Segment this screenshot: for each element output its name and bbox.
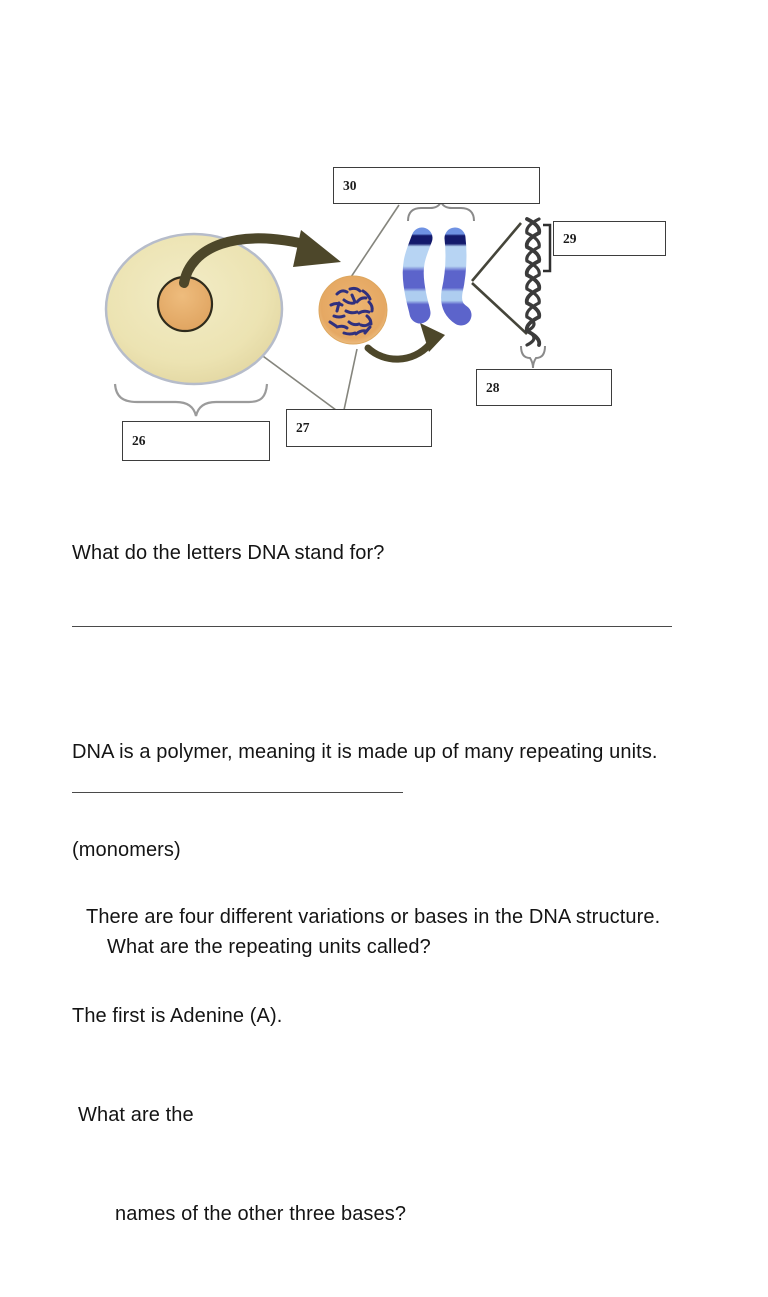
answer-box-28-number: 28	[486, 379, 500, 395]
answer-box-29[interactable]	[553, 221, 666, 256]
polymer-statement-line1: DNA is a polymer, meaning it is made up of many repeating units.	[72, 741, 658, 763]
question-repeating-units: What are the repeating units called?	[107, 936, 431, 958]
helix-brace	[521, 346, 545, 368]
answer-box-28[interactable]	[476, 369, 612, 406]
question-other-bases-line1: What are the	[78, 1104, 194, 1126]
connector-chromatin-to-box27	[344, 349, 357, 410]
question-bases-block	[72, 835, 660, 1297]
fan-line-top	[472, 223, 521, 281]
bases-statement-line2: The first is Adenine (A).	[72, 1005, 283, 1027]
answer-box-30[interactable]	[333, 167, 540, 204]
answer-box-26-number: 26	[132, 433, 146, 448]
chromosome-illustration	[413, 238, 461, 315]
answer-line-dna-acronym[interactable]	[72, 626, 672, 627]
polymer-statement-line2: (monomers)	[72, 838, 181, 861]
answer-box-30-number: 30	[343, 177, 357, 193]
cell-brace	[115, 384, 267, 416]
chromosome-brace	[408, 202, 474, 221]
answer-box-29-number: 29	[563, 230, 577, 246]
question-other-bases-line2: names of the other three bases?	[115, 1203, 407, 1225]
dna-helix-illustration	[527, 219, 540, 345]
answer-box-27[interactable]	[286, 409, 432, 447]
chromatin-circle-illustration	[319, 276, 387, 344]
connector-box30-to-chromatin	[345, 205, 399, 286]
fan-line-bottom	[472, 283, 527, 334]
bases-statement-line1: There are four different variations or bases in the DNA structure.	[86, 906, 661, 928]
gene-bracket	[543, 225, 550, 271]
answer-box-26[interactable]	[122, 421, 270, 461]
question-dna-acronym: What do the letters DNA stand for?	[72, 542, 385, 564]
answer-box-27-number: 27	[296, 420, 310, 435]
answer-line-repeating-units[interactable]	[72, 792, 403, 793]
